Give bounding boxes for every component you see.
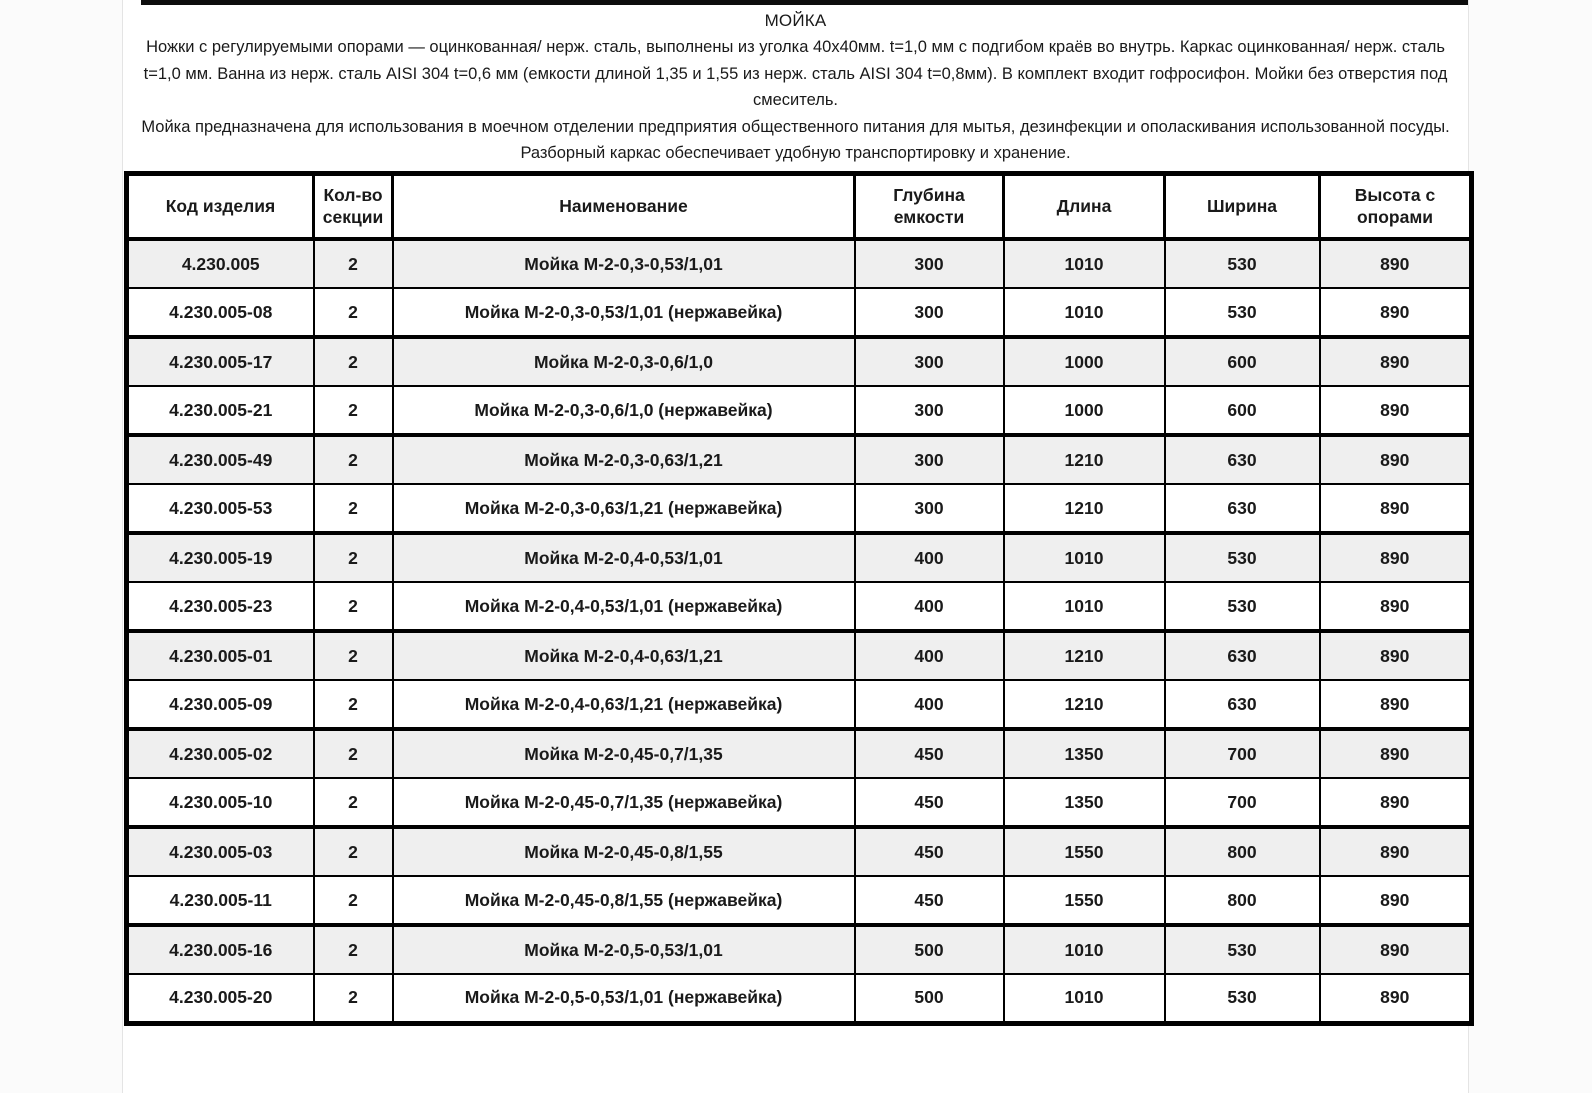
table-cell: 1010 (1004, 925, 1165, 974)
table-cell: 630 (1165, 484, 1320, 533)
table-cell: 2 (314, 288, 393, 337)
table-cell: 4.230.005-49 (127, 435, 314, 484)
table-cell: 2 (314, 778, 393, 827)
table-cell: 1010 (1004, 582, 1165, 631)
table-cell: 890 (1320, 827, 1472, 876)
table-cell: 300 (855, 337, 1004, 386)
table-cell: 700 (1165, 778, 1320, 827)
table-row (127, 533, 1472, 582)
table-cell: Мойка М-2-0,45-0,7/1,35 (393, 729, 855, 778)
header-height: Высота с опорами (1320, 173, 1472, 239)
table-row (127, 484, 1472, 533)
table-cell: 890 (1320, 484, 1472, 533)
table-cell: 4.230.005 (127, 239, 314, 288)
table-cell: 1010 (1004, 533, 1165, 582)
table-cell: Мойка М-2-0,5-0,53/1,01 (393, 925, 855, 974)
table-cell: 4.230.005-17 (127, 337, 314, 386)
description-paragraph-2: Мойка предназначена для использования в моечном отделении предприятия общественного питания для мытья, дезинфекции и ополаскивания использованной посуды. Разборный каркас обеспечивает удобную транспортировку и хранение. (141, 117, 1450, 162)
table-cell: 2 (314, 876, 393, 925)
table-cell: Мойка М-2-0,3-0,63/1,21 (нержавейка) (393, 484, 855, 533)
top-divider-rule (141, 0, 1468, 5)
table-cell: 890 (1320, 337, 1472, 386)
table-cell: Мойка М-2-0,3-0,53/1,01 (393, 239, 855, 288)
table-cell: 530 (1165, 239, 1320, 288)
table-cell: Мойка М-2-0,45-0,8/1,55 (393, 827, 855, 876)
table-cell: 2 (314, 974, 393, 1023)
table-cell: Мойка М-2-0,4-0,63/1,21 (нержавейка) (393, 680, 855, 729)
table-cell: 890 (1320, 582, 1472, 631)
table-row (127, 386, 1472, 435)
table-cell: 890 (1320, 239, 1472, 288)
table-cell: 450 (855, 778, 1004, 827)
table-cell: 1210 (1004, 680, 1165, 729)
table-cell: 500 (855, 974, 1004, 1023)
table-cell: 2 (314, 582, 393, 631)
table-cell: 4.230.005-03 (127, 827, 314, 876)
table-cell: 4.230.005-09 (127, 680, 314, 729)
table-cell: 450 (855, 876, 1004, 925)
product-table-body (127, 239, 1472, 1023)
table-cell: 890 (1320, 680, 1472, 729)
table-cell: 2 (314, 925, 393, 974)
table-header (127, 173, 1472, 239)
table-cell: 4.230.005-08 (127, 288, 314, 337)
table-cell: 400 (855, 582, 1004, 631)
table-header-row (127, 173, 1472, 239)
table-cell: 300 (855, 239, 1004, 288)
table-cell: 530 (1165, 533, 1320, 582)
table-cell: 400 (855, 680, 1004, 729)
table-cell: Мойка М-2-0,3-0,6/1,0 (нержавейка) (393, 386, 855, 435)
table-cell: 600 (1165, 386, 1320, 435)
table-cell: Мойка М-2-0,3-0,63/1,21 (393, 435, 855, 484)
table-cell: 630 (1165, 631, 1320, 680)
table-cell: 1550 (1004, 876, 1165, 925)
table-cell: 500 (855, 925, 1004, 974)
table-row (127, 582, 1472, 631)
table-cell: 890 (1320, 435, 1472, 484)
table-cell: 4.230.005-01 (127, 631, 314, 680)
table-cell: 4.230.005-10 (127, 778, 314, 827)
table-cell: 600 (1165, 337, 1320, 386)
table-cell: 4.230.005-19 (127, 533, 314, 582)
table-row (127, 631, 1472, 680)
table-row (127, 288, 1472, 337)
table-cell: 4.230.005-53 (127, 484, 314, 533)
table-cell: Мойка М-2-0,3-0,6/1,0 (393, 337, 855, 386)
table-cell: 890 (1320, 729, 1472, 778)
table-cell: 300 (855, 288, 1004, 337)
table-cell: 2 (314, 484, 393, 533)
table-cell: 1000 (1004, 337, 1165, 386)
table-cell: Мойка М-2-0,4-0,63/1,21 (393, 631, 855, 680)
table-cell: 530 (1165, 582, 1320, 631)
product-spec-table (124, 171, 1474, 1026)
table-cell: 1010 (1004, 239, 1165, 288)
table-cell: 300 (855, 386, 1004, 435)
table-cell: 2 (314, 337, 393, 386)
table-cell: 4.230.005-11 (127, 876, 314, 925)
table-cell: 800 (1165, 876, 1320, 925)
table-cell: 530 (1165, 974, 1320, 1023)
table-cell: Мойка М-2-0,3-0,53/1,01 (нержавейка) (393, 288, 855, 337)
table-cell: 1350 (1004, 729, 1165, 778)
table-cell: 2 (314, 386, 393, 435)
table-cell: 1550 (1004, 827, 1165, 876)
table-cell: 450 (855, 729, 1004, 778)
header-length: Длина (1004, 173, 1165, 239)
table-cell: 630 (1165, 435, 1320, 484)
table-cell: 890 (1320, 974, 1472, 1023)
table-cell: 2 (314, 729, 393, 778)
table-cell: 530 (1165, 925, 1320, 974)
table-cell: 800 (1165, 827, 1320, 876)
page-title: МОЙКА (764, 11, 827, 30)
header-width: Ширина (1165, 173, 1320, 239)
table-cell: 890 (1320, 778, 1472, 827)
document-content-area (122, 0, 1469, 1093)
description-paragraph-1: Ножки с регулируемыми опорами — оцинкованная/ нерж. сталь, выполнены из уголка 40х40мм. t=1,0 мм с подгибом краёв во внутрь. Каркас оцинкованная/ нерж. сталь t=1,0 мм. Ванна из нерж. сталь AISI 304 t=0,6 мм (емкости длиной 1,35 и 1,55 из нерж. сталь AISI 304 t=0,8мм). В комплект входит гофросифон. Мойки без отверстия под смеситель. (143, 38, 1448, 109)
table-cell: 890 (1320, 631, 1472, 680)
table-cell: 890 (1320, 925, 1472, 974)
table-cell: 1210 (1004, 435, 1165, 484)
table-cell: Мойка М-2-0,5-0,53/1,01 (нержавейка) (393, 974, 855, 1023)
table-cell: 530 (1165, 288, 1320, 337)
table-cell: 2 (314, 827, 393, 876)
table-cell: 890 (1320, 533, 1472, 582)
header-bowl-depth: Глубина емкости (855, 173, 1004, 239)
table-cell: 2 (314, 435, 393, 484)
table-cell: 1010 (1004, 288, 1165, 337)
table-cell: 2 (314, 239, 393, 288)
table-cell: 890 (1320, 386, 1472, 435)
table-cell: 400 (855, 631, 1004, 680)
table-cell: 2 (314, 533, 393, 582)
table-cell: 1210 (1004, 484, 1165, 533)
table-cell: Мойка М-2-0,45-0,7/1,35 (нержавейка) (393, 778, 855, 827)
table-cell: 1010 (1004, 974, 1165, 1023)
table-cell: 1210 (1004, 631, 1165, 680)
header-product-code: Код изделия (127, 173, 314, 239)
table-cell: 2 (314, 631, 393, 680)
table-cell: 890 (1320, 876, 1472, 925)
table-cell: 890 (1320, 288, 1472, 337)
table-cell: Мойка М-2-0,45-0,8/1,55 (нержавейка) (393, 876, 855, 925)
table-cell: 300 (855, 484, 1004, 533)
table-cell: 1000 (1004, 386, 1165, 435)
table-row (127, 778, 1472, 827)
table-row (127, 239, 1472, 288)
header-name: Наименование (393, 173, 855, 239)
table-row (127, 827, 1472, 876)
table-row (127, 925, 1472, 974)
table-cell: 700 (1165, 729, 1320, 778)
table-cell: 400 (855, 533, 1004, 582)
table-row (127, 729, 1472, 778)
header-section-count: Кол-во секции (314, 173, 393, 239)
table-cell: 630 (1165, 680, 1320, 729)
table-cell: Мойка М-2-0,4-0,53/1,01 (393, 533, 855, 582)
table-cell: 4.230.005-21 (127, 386, 314, 435)
table-cell: 1350 (1004, 778, 1165, 827)
table-cell: 4.230.005-02 (127, 729, 314, 778)
table-cell: 300 (855, 435, 1004, 484)
table-row (127, 435, 1472, 484)
table-cell: 4.230.005-16 (127, 925, 314, 974)
table-row (127, 680, 1472, 729)
table-row (127, 876, 1472, 925)
table-cell: 2 (314, 680, 393, 729)
table-row (127, 974, 1472, 1023)
table-cell: 4.230.005-23 (127, 582, 314, 631)
table-row (127, 337, 1472, 386)
table-cell: 450 (855, 827, 1004, 876)
table-cell: 4.230.005-20 (127, 974, 314, 1023)
table-cell: Мойка М-2-0,4-0,53/1,01 (нержавейка) (393, 582, 855, 631)
